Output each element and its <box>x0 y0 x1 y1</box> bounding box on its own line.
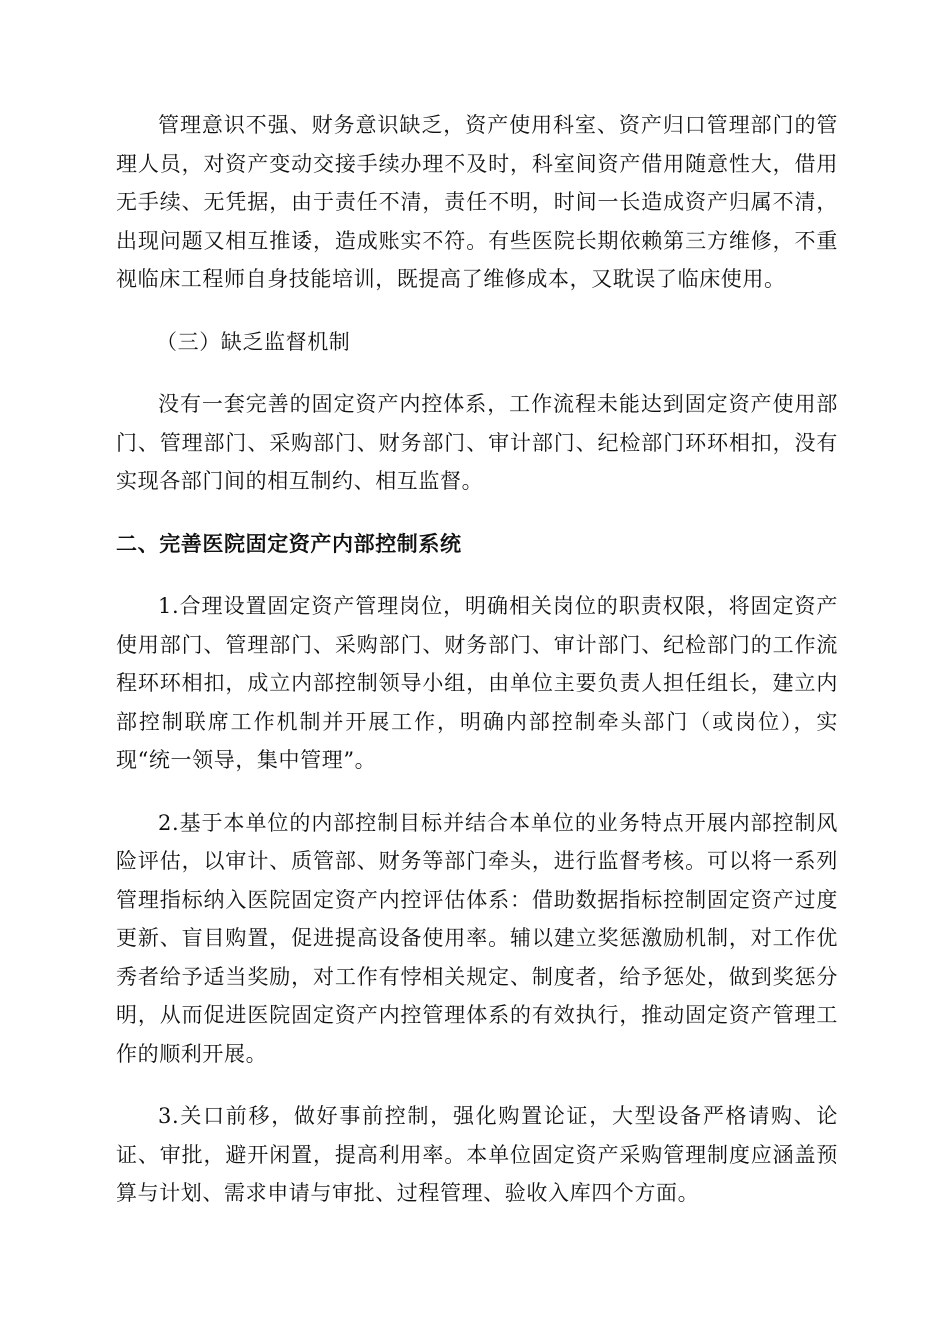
document-page <box>116 106 838 1213</box>
list-item-3: 3.关口前移，做好事前控制，强化购置论证，大型设备严格请购、论证、审批，避开闲置，提高利用率。本单位固定资产采购管理制度应涵盖预算与计划、需求申请与审批、过程管理、验收入库四个方面。 <box>116 1104 838 1205</box>
sub-heading-lack-of-supervision: （三）缺乏监督机制 <box>156 329 351 354</box>
list-item-1: 1.合理设置固定资产管理岗位，明确相关岗位的职责权限，将固定资产使用部门、管理部门、采购部门、财务部门、审计部门、纪检部门的工作流程环环相扣，成立内部控制领导小组，由单位主要负责人担任组长，建立内部控制联席工作机制并开展工作，明确内部控制牵头部门（或岗位），实现“统一领导，集中管理”。 <box>116 594 838 772</box>
section-heading-improve-internal-control: 二、完善医院固定资产内部控制系统 <box>116 530 462 556</box>
paragraph-management-awareness: 管理意识不强、财务意识缺乏，资产使用科室、资产归口管理部门的管理人员，对资产变动交接手续办理不及时，科室间资产借用随意性大，借用无手续、无凭据，由于责任不清，责任不明，时间一长造成资产归属不清，出现问题又相互推诿，造成账实不符。有些医院长期依赖第三方维修，不重视临床工程师自身技能培训，既提高了维修成本，又耽误了临床使用。 <box>116 113 838 291</box>
paragraph-no-control-system: 没有一套完善的固定资产内控体系，工作流程未能达到固定资产使用部门、管理部门、采购部门、财务部门、审计部门、纪检部门环环相扣，没有实现各部门间的相互制约、相互监督。 <box>116 392 838 493</box>
list-item-2: 2.基于本单位的内部控制目标并结合本单位的业务特点开展内部控制风险评估，以审计、质管部、财务等部门牵头，进行监督考核。可以将一系列管理指标纳入医院固定资产内控评估体系：借助数据指标控制固定资产过度更新、盲目购置，促进提高设备使用率。辅以建立奖惩激励机制，对工作优秀者给予适当奖励，对工作有悖相关规定、制度者，给予惩处，做到奖惩分明，从而促进医院固定资产内控管理体系的有效执行，推动固定资产管理工作的顺利开展。 <box>116 810 838 1066</box>
